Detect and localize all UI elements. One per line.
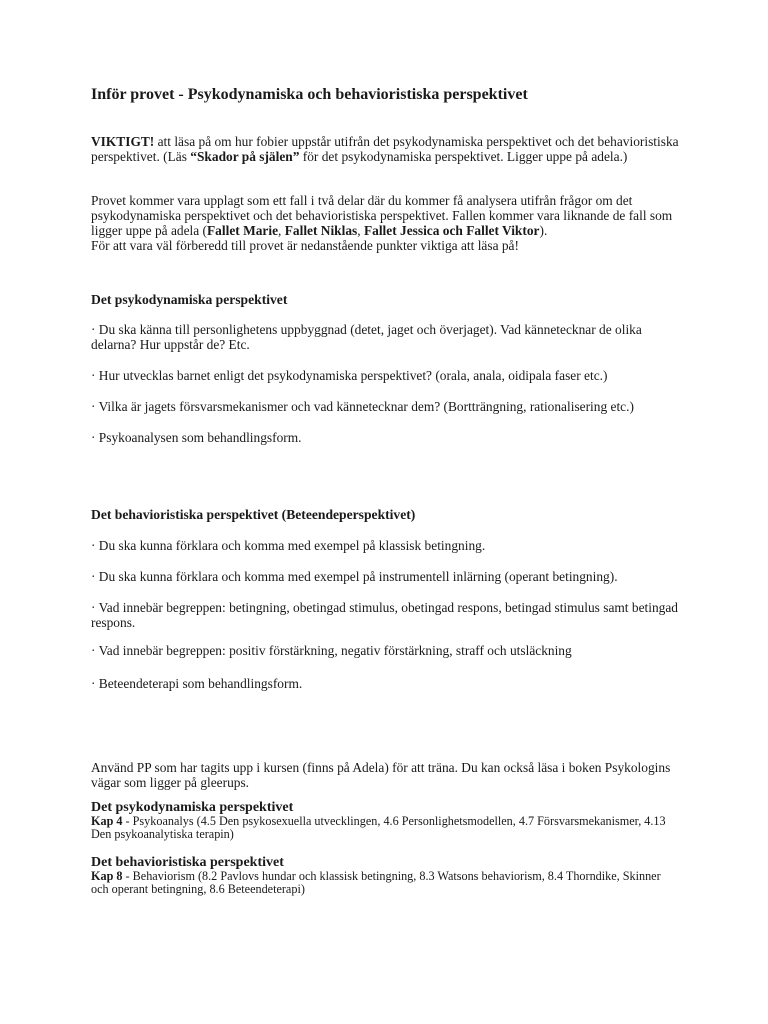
intro-2-text-b: ). [539, 223, 548, 238]
case-marie: Fallet Marie [207, 223, 279, 238]
beh-item-4: · Vad innebär begreppen: positiv förstärkning, negativ förstärkning, straff och utsläckning [91, 643, 572, 658]
ref-beh-text: - Behaviorism (8.2 Pavlovs hundar och klassisk betingning, 8.3 Watsons behaviorism, 8.4 Thorndike, Skinner och operant betingning, 8.6 Beteendeterapi) [91, 869, 661, 896]
psyk-heading: Det psykodynamiska perspektivet [91, 292, 288, 307]
ref-psyk-text: - Psykoanalys (4.5 Den psykosexuella utvecklingen, 4.6 Personlighetsmodellen, 4.7 Försvarsmekanismer, 4.13 Den psykoanalytiska terapin) [91, 814, 666, 841]
intro-1-text-a: att läsa på om hur fobier uppstår utifrån det psykodynamiska perspektivet och det behavioristiska perspektivet. (Läs [91, 134, 679, 164]
important-label: VIKTIGT! [91, 134, 155, 149]
intro-2-text-c: För att vara väl förberedd till provet är nedanstående punkter viktiga att läsa på! [91, 238, 519, 253]
case-jessica-viktor: Fallet Jessica och Fallet Viktor [363, 223, 540, 238]
sep-1: , [278, 223, 285, 238]
ref-beh-chapter [91, 870, 681, 896]
beh-item-1: · Du ska kunna förklara och komma med exempel på klassisk betingning. [91, 538, 486, 553]
intro-paragraph-2 [91, 193, 681, 253]
case-niklas: Fallet Niklas [284, 223, 358, 238]
sep-2: , [357, 223, 364, 238]
psyk-item-2: · Hur utvecklas barnet enligt det psykodynamiska perspektivet? (orala, anala, oidipala faser etc.) [91, 368, 608, 383]
ref-psyk-chapter [91, 815, 681, 841]
psyk-item-3: · Vilka är jagets försvarsmekanismer och vad kännetecknar dem? (Bortträngning, rationalisering etc.) [91, 399, 634, 414]
intro-2-text-a: Provet kommer vara upplagt som ett fall i två delar där du kommer få analysera utifrån frågor om det psykodynamiska perspektivet och det behavioristiska perspektivet. Fallen kommer vara liknande de fall som ligger uppe på adela ( [91, 193, 673, 238]
intro-paragraph-1 [91, 134, 681, 164]
ref-psyk-kap: Kap 4 [91, 814, 123, 828]
psyk-item-4: · Psykoanalysen som behandlingsform. [91, 430, 302, 445]
ref-psyk-heading: Det psykodynamiska perspektivet [91, 800, 294, 815]
beh-item-3: · Vad innebär begreppen: betingning, obetingad stimulus, obetingad respons, betingad stimulus samt betingad respons. [91, 600, 678, 630]
ref-beh-kap: Kap 8 [91, 869, 123, 883]
intro-1-text-b: för det psykodynamiska perspektivet. Ligger uppe på adela.) [299, 149, 628, 164]
psyk-item-1: · Du ska känna till personlighetens uppbyggnad (detet, jaget och överjaget). Vad kännetecknar de olika delarna? Hur uppstår de? Etc. [91, 322, 642, 352]
beh-heading: Det behavioristiska perspektivet (Beteendeperspektivet) [91, 507, 416, 522]
article-reference: “Skador på själen” [190, 149, 300, 164]
document-title: Inför provet - Psykodynamiska och behavioristiska perspektivet [91, 86, 528, 103]
beh-item-2: · Du ska kunna förklara och komma med exempel på instrumentell inlärning (operant betingning). [91, 569, 618, 584]
pp-paragraph: Använd PP som har tagits upp i kursen (finns på Adela) för att träna. Du kan också läsa i boken Psykologins vägar som ligger på gleerups. [91, 760, 671, 790]
ref-beh-heading: Det behavioristiska perspektivet [91, 855, 284, 870]
beh-item-5: · Beteendeterapi som behandlingsform. [91, 676, 303, 691]
